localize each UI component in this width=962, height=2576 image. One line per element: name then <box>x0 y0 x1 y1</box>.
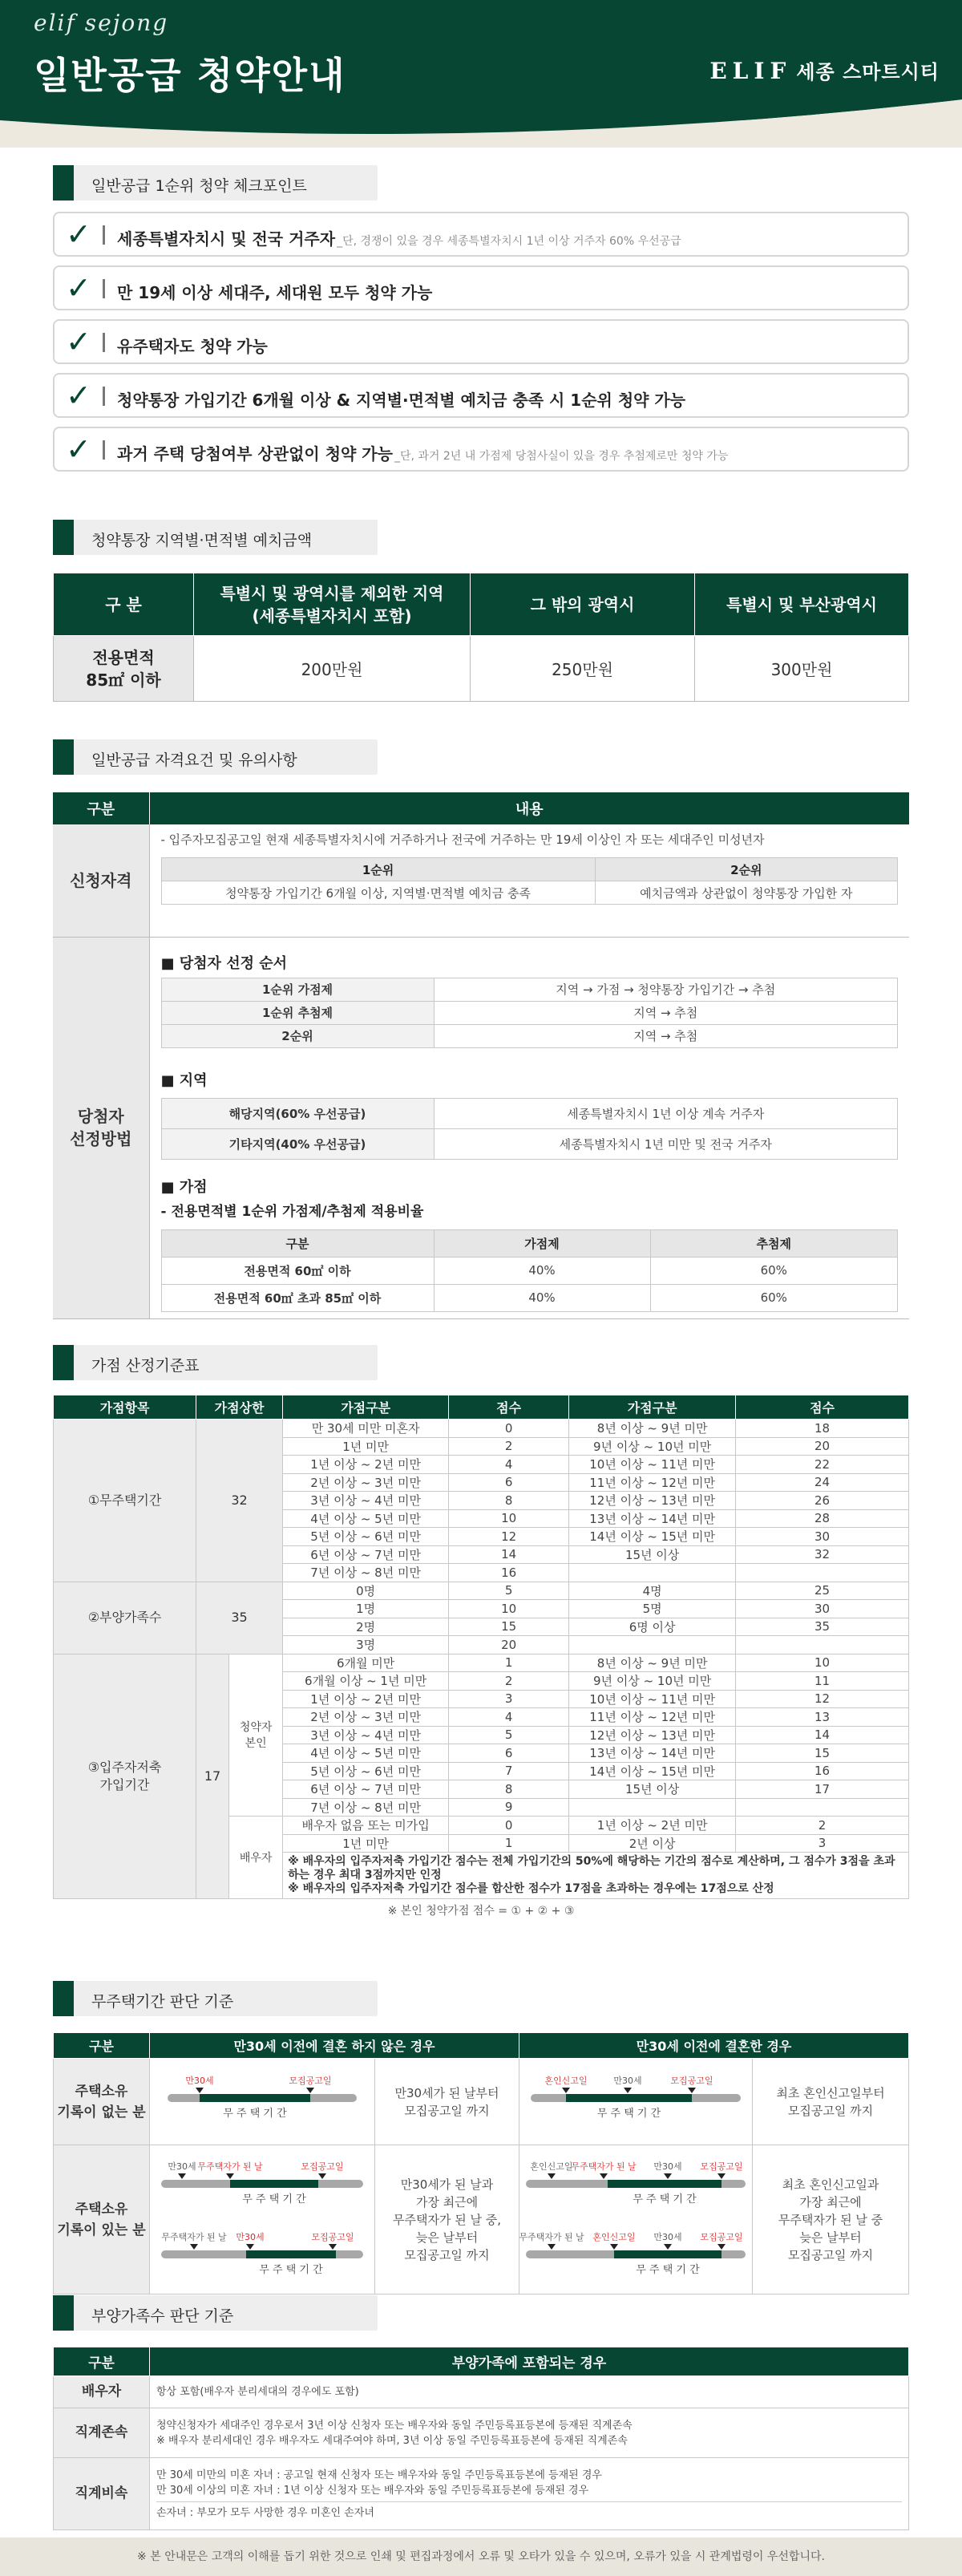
checkpoint-list <box>53 212 909 472</box>
checkpoint-section <box>53 165 909 480</box>
section-title-deposit: 청약통장 지역별·면적별 예치금액 <box>53 520 378 555</box>
check-icon: ✓ <box>66 217 91 252</box>
score-table: 가점항목 가점상한 가점구분 점수 가점구분 점수 ①무주택기간 32 만 30세 미만 미혼자 0 8년 이상 ~ 9년 미만 18 1년 미만 2 9년 이상 ~ 10년 미만 20 1년 이상 ~ 2년 미만 4 10년 이상 ~ 11년 미만 22 2년 이상 ~ 3년 미만 6 11년 이상 ~ 12년 미만 24 3년 이상 ~ 4년 미만 8 12년 이상 ~ 13년 미만 26 4년 이상 ~ 5년 미만 10 13년 이상 ~ 14년 미만 28 5년 이상 ~ 6년 미만 12 14년 이상 ~ 15년 미만 30 6년 이상 ~ 7년 미만 14 15년 이상 32 7년 이상 ~ 8년 미만 16 ②부양가족수 35 0명 5 4명 25 1명 10 5명 30 2명 15 6명 이상 35 3명 20 ③입주자저축 가입기간 17 청약자 본인 6개월 미만 1 8년 이상 ~ 9년 미만 10 6개월 이상 ~ 1년 미만 2 9년 이상 ~ 10년 미만 11 1년 이상 ~ 2년 미만 3 10년 이상 ~ 11년 미만 12 2년 이상 ~ 3년 미만 4 11년 이상 ~ 12년 미만 13 3년 이상 ~ 4년 미만 5 12년 이상 ~ 13년 미만 14 4년 이상 ~ 5년 미만 6 13년 이상 ~ 14년 미만 15 5년 이상 ~ 6년 미만 7 14년 이상 ~ 15년 미만 16 6년 이상 ~ 7년 미만 8 15년 이상 17 7년 이상 ~ 8년 미만 9 배우자 배우자 없음 또는 미가입 0 1년 이상 ~ 2년 미만 2 1년 미만 1 2년 이상 3 ※ 배우자의 입주자저축 가입기간 점수는 전체 가입기간의 50%에 해당하는 기간의 점수로 계산하며, 그 점수가 3점을 초과하는 경우 최대 3점까지만 인정 ※ 배우자의 입주자저축 가입기간 점수를 합산한 점수가 17점을 초과하는 경우에는 17점으로 산정 <box>53 1395 909 1899</box>
marker-arrow-icon <box>196 2088 204 2093</box>
timeline-label: 만30세 <box>185 2075 214 2086</box>
score-row: 6년 이상 ~ 7년 미만 8 15년 이상 17 <box>54 1780 909 1799</box>
score-row: 5년 이상 ~ 6년 미만 12 14년 이상 ~ 15년 미만 30 <box>54 1528 909 1546</box>
checkpoint-item: ✓ 유주택자도 청약 가능 <box>53 319 909 364</box>
timeline-diagram <box>519 2146 752 2290</box>
check-icon: ✓ <box>66 324 91 359</box>
score-total-note: ※ 본인 청약가점 점수 = ① + ② + ③ <box>387 1905 575 1918</box>
spouse-note: ※ 배우자의 입주자저축 가입기간 점수는 전체 가입기간의 50%에 해당하는 기간의 점수로 계산하며, 그 점수가 3점을 초과하는 경우 최대 3점까지만 인정 ※ 배우자의 입주자저축 가입기간 점수를 합산한 점수가 17점을 초과하는 경우에는 17점으로 산정 <box>283 1853 909 1899</box>
timeline-label: 만30세 <box>613 2075 642 2086</box>
score-row: ②부양가족수 35 0명 5 4명 25 <box>54 1582 909 1600</box>
timeline-label: 혼인신고일 <box>530 2161 573 2172</box>
score-row: 7년 이상 ~ 8년 미만 9 <box>54 1798 909 1817</box>
marker-arrow-icon <box>717 2173 726 2179</box>
score-row: 7년 이상 ~ 8년 미만 16 <box>54 1564 909 1582</box>
timeline-label: 무주택자가 된 날 <box>161 2231 227 2242</box>
score-row: 2년 이상 ~ 3년 미만 4 11년 이상 ~ 12년 미만 13 <box>54 1708 909 1727</box>
page-title: 일반공급 청약안내 <box>34 54 346 97</box>
timeline-diagram <box>150 2060 374 2141</box>
check-icon: ✓ <box>66 270 91 306</box>
timeline-label: 무주택자가 된 날 <box>571 2161 637 2172</box>
marker-arrow-icon <box>610 2244 618 2250</box>
timeline-period-label: 무 주 택 기 간 <box>259 2263 323 2276</box>
homeless-desc-a: 만30세가 된 날과 가장 최근에 무주택자가 된 날 중, 늦은 날부터 모집공고일 까지 <box>375 2145 519 2295</box>
score-row: 5년 이상 ~ 6년 미만 7 14년 이상 ~ 15년 미만 16 <box>54 1762 909 1780</box>
check-icon: ✓ <box>66 431 91 467</box>
checkpoint-item: ✓ 과거 주택 당첨여부 상관없이 청약 가능 _단, 과거 2년 내 가점제 당첨사실이 있을 경우 추첨제로만 청약 가능 <box>53 427 909 472</box>
qualification-table: 구분 내용 신청자격 - 입주자모집공고일 현재 세종특별자치시에 거주하거나 전국에 거주하는 만 19세 이상인 자 또는 세대주인 미성년자 1순위 2순위 청약통장 가입기간 6개월 이상, 지역별·면적별 예치금 충족 예치금액과 상관없이 청약통장 가입한 자 당첨자 선정방법 ■ 당첨자 선정 순서 1순위 가점제 지역 → 가점 → 청약통장 가입기간 → 추첨 1순위 추첨제 지역 → 추첨 2순위 지역 → 추첨 ■ 지역 해당지역(60% 우선공급) 세종특별자치시 1년 이상 계속 거주자 기타지역(40% 우선공급) 세종특별자치시 1년 미만 및 전국 거주자 ■ 가점 - 전용면적별 1순위 가점제/추첨제 적용비율 구분 가점제 추첨제 전용면적 60㎡ 이하 40% 60% 전용면적 60㎡ 초과 85㎡ 이하 40% 60% <box>53 792 909 1319</box>
timeline-diagram <box>150 2146 374 2290</box>
score-row: 2명 15 6명 이상 35 <box>54 1618 909 1636</box>
score-row: 4년 이상 ~ 5년 미만 6 13년 이상 ~ 14년 미만 15 <box>54 1744 909 1763</box>
marker-arrow-icon <box>688 2088 696 2093</box>
homeless-section <box>53 1981 909 2295</box>
timeline-period-label: 무 주 택 기 간 <box>633 2193 697 2205</box>
dependents-table: 구분 부양가족에 포함되는 경우 배우자 항상 포함(배우자 분리세대의 경우에도 포함) 직계존속 청약신청자가 세대주인 경우로서 3년 이상 신청자 또는 배우자와 동일 주민등록표등본에 등재된 직계존속 ※ 배우자 분리세대인 경우 배우자도 세대주여야 하며, 3년 이상 동일 주민등록표등본에 등재된 직계존속 직계비속 만 30세 미만의 미혼 자녀 : 공고일 현재 신청자 또는 배우자와 동일 주민등록표등본에 등재된 경우 만 30세 이상의 미혼 자녀 : 1년 이상 신청자 또는 배우자와 동일 주민등록표등본에 등재된 경우 손자녀 : 부모가 모두 사망한 경우 미혼인 손자녀 <box>53 2347 909 2530</box>
score-group-label: ②부양가족수 <box>54 1582 196 1654</box>
footer-disclaimer: ※ 본 안내문은 고객의 이해를 돕기 위한 것으로 인쇄 및 편집과정에서 오류 및 오타가 있을 수 있으며, 오류가 있을 시 관계법령이 우선합니다. <box>0 2538 962 2576</box>
score-row: 1년 이상 ~ 2년 미만 4 10년 이상 ~ 11년 미만 22 <box>54 1456 909 1474</box>
checkpoint-item: ✓ 세종특별자치시 및 전국 거주자 _단, 경쟁이 있을 경우 세종특별자치시 1년 이상 거주자 60% 우선공급 <box>53 212 909 257</box>
marker-arrow-icon <box>624 2088 632 2093</box>
timeline-label: 만30세 <box>168 2161 196 2172</box>
score-group-label: ③입주자저축 가입기간 <box>54 1654 196 1899</box>
timeline-label: 만30세 <box>653 2231 682 2242</box>
brand-elif: ELIF <box>709 58 792 84</box>
score-group-label: ①무주택기간 <box>54 1420 196 1582</box>
checkpoint-item: ✓ 청약통장 가입기간 6개월 이상 & 지역별·면적별 예치금 충족 시 1순위 청약 가능 <box>53 373 909 418</box>
timeline-label: 모집공고일 <box>289 2075 332 2086</box>
timeline-period-label: 무 주 택 기 간 <box>223 2107 287 2120</box>
homeless-desc-b: 최초 혼인신고일과 가장 최근에 무주택자가 된 날 중 늦은 날부터 모집공고일 까지 <box>753 2145 909 2295</box>
marker-arrow-icon <box>318 2173 326 2179</box>
score-row: 3년 이상 ~ 4년 미만 8 12년 이상 ~ 13년 미만 26 <box>54 1492 909 1510</box>
homeless-period-bar <box>200 2094 310 2102</box>
marker-arrow-icon <box>664 2244 672 2250</box>
marker-arrow-icon <box>548 2173 556 2179</box>
timeline-label: 만30세 <box>653 2161 682 2172</box>
score-row: 배우자 배우자 없음 또는 미가입 0 1년 이상 ~ 2년 미만 2 <box>54 1817 909 1835</box>
marker-arrow-icon <box>548 2244 556 2250</box>
score-row: 1명 10 5명 30 <box>54 1600 909 1618</box>
marker-arrow-icon <box>190 2244 198 2250</box>
marker-arrow-icon <box>717 2244 726 2250</box>
timeline-label: 만30세 <box>236 2231 265 2242</box>
marker-arrow-icon <box>664 2173 672 2179</box>
timeline-label: 혼인신고일 <box>544 2075 588 2086</box>
timeline-label: 모집공고일 <box>700 2161 743 2172</box>
homeless-table: 구분 만30세 이전에 결혼 하지 않은 경우 만30세 이전에 결혼한 경우 주택소유 기록이 없는 분 만30세 모집공고일 무 주 택 기 간 만30세가 된 날부터 모집공고일 까지 혼인신고일 만30세 모집공고일 무 주 택 기 간 최초 혼인신고일부터 모집공고일 까지 주택소유 기록이 있는 분 만30세 무주택자가 된 날 모집공고일 무 주 택 기 간 무주택자가 된 날 만30세 모집공고일 무 주 택 기 간 만30세가 된 날과 가장 최근에 무주택자가 된 날 중, 늦은 날부터 모집공고일 까지 혼인신고일 무주택자가 된 날 만30세 모집공고일 무 주 택 기 간 무주택자가 된 날 혼인신고일 만30세 모집공고일 무 주 택 기 간 최초 혼인신고일과 가장 최근에 무주택자가 된 날 중 늦은 날부터 모집공고일 까지 <box>53 2032 909 2295</box>
score-row: 2년 이상 ~ 3년 미만 6 11년 이상 ~ 12년 미만 24 <box>54 1473 909 1492</box>
homeless-period-bar <box>246 2250 336 2258</box>
homeless-period-bar <box>608 2180 722 2188</box>
section-title-checkpoints: 일반공급 1순위 청약 체크포인트 <box>53 165 378 200</box>
qualification-section <box>53 739 909 1319</box>
score-row: ③입주자저축 가입기간 17 청약자 본인 6개월 미만 1 8년 이상 ~ 9년 미만 10 <box>54 1654 909 1672</box>
score-row: 6개월 이상 ~ 1년 미만 2 9년 이상 ~ 10년 미만 11 <box>54 1672 909 1691</box>
score-row: 1년 미만 1 2년 이상 3 <box>54 1834 909 1853</box>
section-title-homeless: 무주택기간 판단 기준 <box>53 1981 378 2016</box>
marker-arrow-icon <box>178 2173 186 2179</box>
score-row: ①무주택기간 32 만 30세 미만 미혼자 0 8년 이상 ~ 9년 미만 18 <box>54 1420 909 1438</box>
timeline-period-label: 무 주 택 기 간 <box>636 2263 700 2276</box>
brand-logo <box>709 56 940 84</box>
section-title-score: 가점 산정기준표 <box>53 1345 378 1380</box>
timeline-label: 무주택자가 된 날 <box>519 2231 584 2242</box>
homeless-period-bar <box>230 2180 318 2188</box>
marker-arrow-icon <box>246 2244 254 2250</box>
score-row: 3명 20 <box>54 1636 909 1655</box>
checkpoint-item: ✓ 만 19세 이상 세대주, 세대원 모두 청약 가능 <box>53 265 909 310</box>
timeline-label: 모집공고일 <box>670 2075 713 2086</box>
deposit-table: 구 분 특별시 및 광역시를 제외한 지역 (세종특별자치시 포함) 그 밖의 광역시 특별시 및 부산광역시 전용면적 85㎡ 이하 200만원 250만원 300만원 <box>53 573 909 702</box>
header-script-logo: elif sejong <box>34 10 169 36</box>
timeline-label: 모집공고일 <box>301 2161 344 2172</box>
timeline-label: 혼인신고일 <box>592 2231 636 2242</box>
timeline-label: 무주택자가 된 날 <box>197 2161 263 2172</box>
marker-arrow-icon <box>306 2088 314 2093</box>
score-row: 3년 이상 ~ 4년 미만 5 12년 이상 ~ 13년 미만 14 <box>54 1726 909 1744</box>
dependents-section <box>53 2295 909 2530</box>
homeless-period-bar <box>614 2250 722 2258</box>
timeline-period-label: 무 주 택 기 간 <box>596 2107 661 2120</box>
timeline-period-label: 무 주 택 기 간 <box>242 2193 306 2205</box>
marker-arrow-icon <box>226 2173 234 2179</box>
check-icon: ✓ <box>66 378 91 413</box>
marker-arrow-icon <box>329 2244 337 2250</box>
brand-name: 세종 스마트시티 <box>796 61 940 83</box>
score-row: 1년 미만 2 9년 이상 ~ 10년 미만 20 <box>54 1437 909 1456</box>
header-curve <box>0 99 962 148</box>
section-title-dependents: 부양가족수 판단 기준 <box>53 2295 378 2331</box>
score-row: 1년 이상 ~ 2년 미만 3 10년 이상 ~ 11년 미만 12 <box>54 1690 909 1708</box>
score-section <box>53 1345 909 1918</box>
timeline-diagram <box>519 2060 752 2141</box>
score-row: 4년 이상 ~ 5년 미만 10 13년 이상 ~ 14년 미만 28 <box>54 1509 909 1528</box>
marker-arrow-icon <box>562 2088 570 2093</box>
timeline-label: 모집공고일 <box>311 2231 354 2242</box>
section-title-qualification: 일반공급 자격요건 및 유의사항 <box>53 739 378 775</box>
timeline-label: 모집공고일 <box>700 2231 743 2242</box>
score-row: 6년 이상 ~ 7년 미만 14 15년 이상 32 <box>54 1545 909 1564</box>
homeless-period-bar <box>566 2094 692 2102</box>
deposit-section <box>53 520 909 702</box>
marker-arrow-icon <box>600 2173 608 2179</box>
